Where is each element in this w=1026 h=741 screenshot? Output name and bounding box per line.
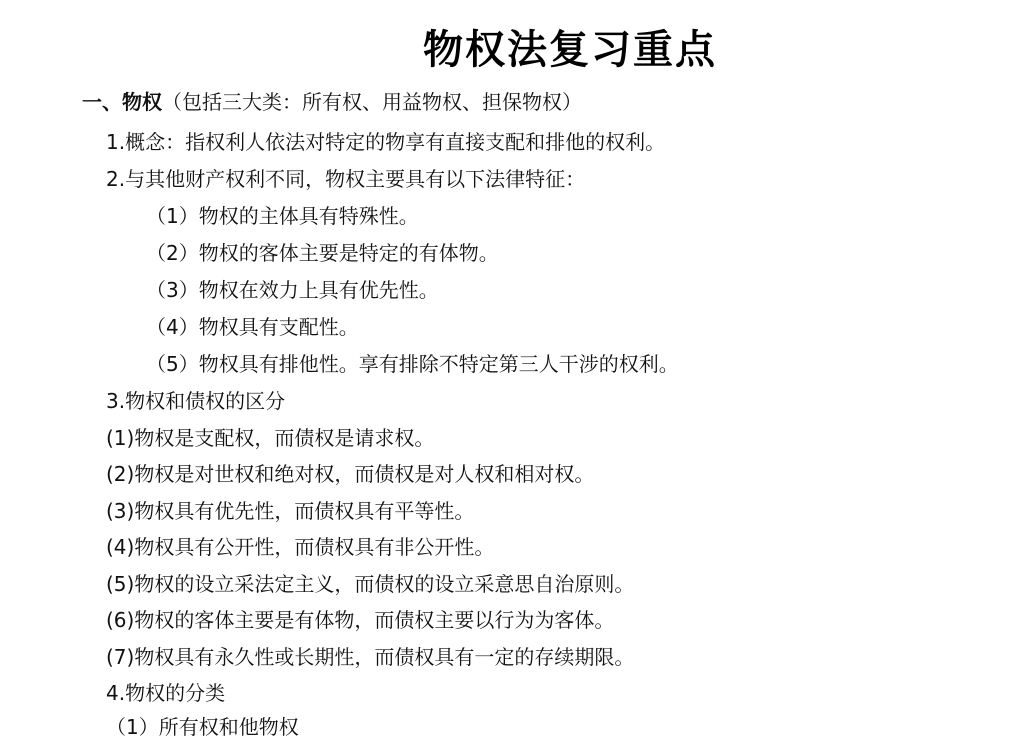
distinction-item-4: (4)物权具有公开性，而债权具有非公开性。 [106, 535, 495, 559]
feature-item-3: （3）物权在效力上具有优先性。 [146, 278, 439, 302]
distinction-item-6: (6)物权的客体主要是有体物，而债权主要以行为为客体。 [106, 608, 615, 632]
feature-item-1: （1）物权的主体具有特殊性。 [146, 204, 419, 228]
section-heading-property-rights [82, 88, 582, 116]
features-intro-line: 2.与其他财产权利不同，物权主要具有以下法律特征： [106, 167, 586, 191]
classification-heading: 4.物权的分类 [106, 681, 226, 705]
document-title: 物权法复习重点 [423, 26, 717, 73]
classification-item-1: （1）所有权和他物权 [106, 715, 299, 739]
distinction-item-5: (5)物权的设立采法定主义，而债权的设立采意思自治原则。 [106, 572, 635, 596]
distinction-item-1: (1)物权是支配权，而债权是请求权。 [106, 426, 435, 450]
distinction-item-3: (3)物权具有优先性，而债权具有平等性。 [106, 499, 475, 523]
concept-line: 1.概念：指权利人依法对特定的物享有直接支配和排他的权利。 [106, 130, 666, 154]
section-heading-note: （包括三大类：所有权、用益物权、担保物权） [162, 90, 582, 114]
feature-item-2: （2）物权的客体主要是特定的有体物。 [146, 241, 499, 265]
distinction-item-7: (7)物权具有永久性或长期性，而债权具有一定的存续期限。 [106, 645, 635, 669]
distinction-item-2: (2)物权是对世权和绝对权，而债权是对人权和相对权。 [106, 462, 595, 486]
feature-item-4: （4）物权具有支配性。 [146, 315, 359, 339]
distinction-heading: 3.物权和债权的区分 [106, 389, 286, 413]
feature-item-5: （5）物权具有排他性。享有排除不特定第三人干涉的权利。 [146, 352, 679, 376]
section-heading-text: 一、物权 [82, 90, 162, 114]
